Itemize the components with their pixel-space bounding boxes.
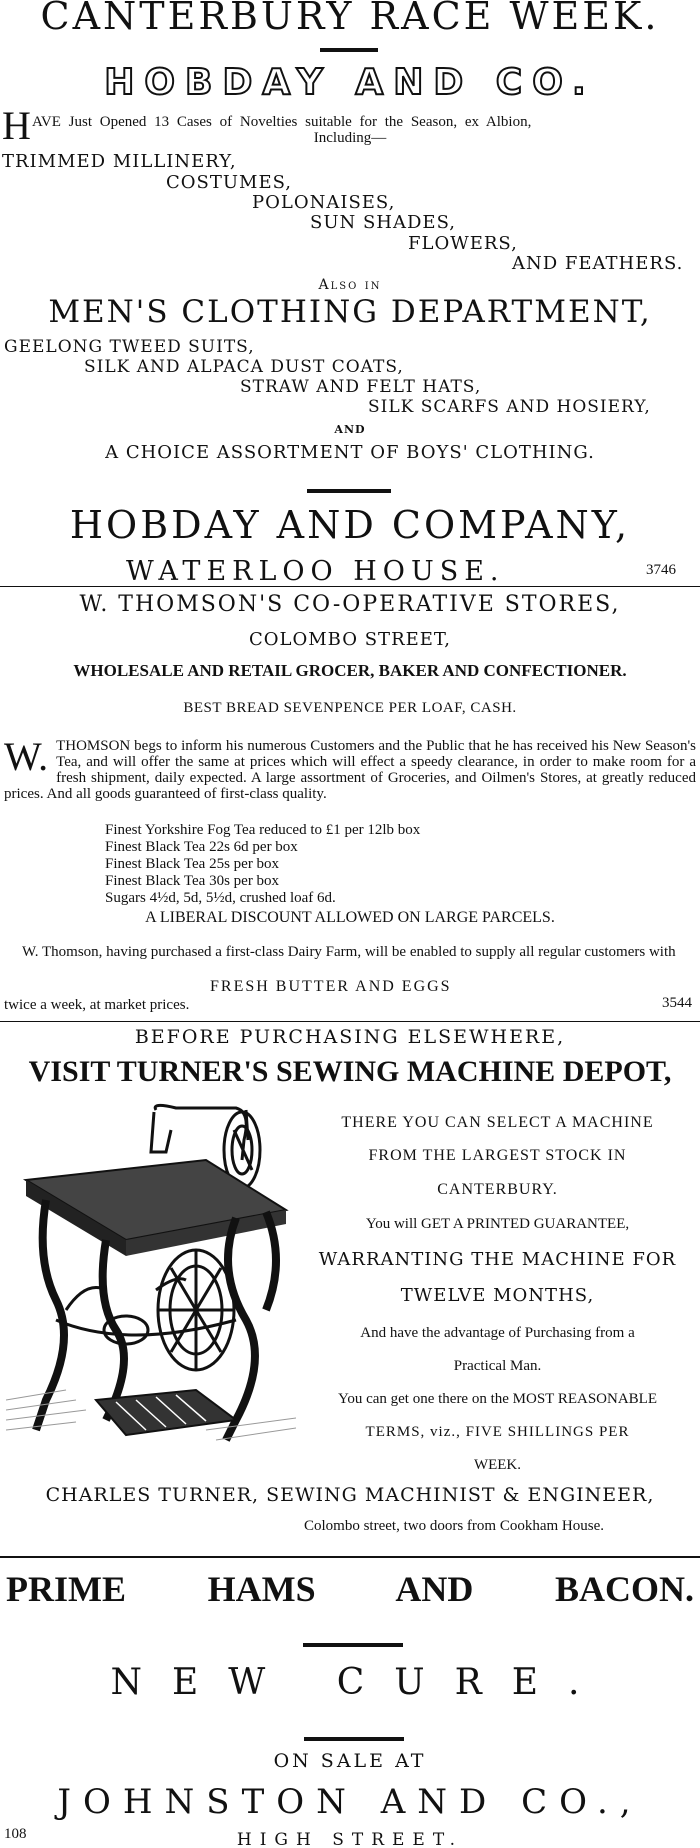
section-divider <box>0 1021 700 1022</box>
section-divider <box>0 586 700 587</box>
clothing-item: STRAW AND FELT HATS, <box>240 377 482 397</box>
and-label: AND <box>334 423 366 436</box>
divider <box>303 1643 403 1647</box>
turner-line: You will GET A PRINTED GUARANTEE, <box>365 1216 630 1232</box>
turner-line: CANTERBURY. <box>437 1181 558 1198</box>
turner-line: Practical Man. <box>453 1358 542 1374</box>
thomson-street: COLOMBO STREET, <box>249 629 451 650</box>
turner-machinist: CHARLES TURNER, SEWING MACHINIST & ENGINEER, <box>45 1484 655 1506</box>
thomson-twice: twice a week, at market prices. <box>4 997 190 1013</box>
turner-title: VISIT TURNER'S SEWING MACHINE DEPOT, <box>28 1055 672 1088</box>
turner-line: TERMS, viz., FIVE SHILLINGS PER <box>365 1424 630 1440</box>
goods-item: SUN SHADES, <box>310 212 456 233</box>
thomson-bread: BEST BREAD SEVENPENCE PER LOAF, CASH. <box>183 700 517 716</box>
price-item: Sugars 4½d, 5d, 5½d, crushed loaf 6d. <box>105 890 336 906</box>
johnston-company: JOHNSTON AND CO., <box>57 1782 643 1822</box>
goods-item: TRIMMED MILLINERY, <box>2 151 237 172</box>
price-item: Finest Black Tea 30s per box <box>105 873 280 889</box>
new-cure: NEW CURE. <box>110 1662 610 1703</box>
boys-clothing: A CHOICE ASSORTMENT OF BOYS' CLOTHING. <box>105 442 595 463</box>
intro-dropcap: H <box>2 103 31 148</box>
divider <box>307 489 391 493</box>
sewing-machine-illustration <box>6 1100 296 1460</box>
also-in: Also in <box>318 277 382 293</box>
turner-before: BEFORE PURCHASING ELSEWHERE, <box>134 1026 566 1048</box>
thomson-dairy: W. Thomson, having purchased a first-class Dairy Farm, will be enabled to supply all regular customers with <box>22 944 676 960</box>
turner-line: WEEK. <box>473 1457 522 1473</box>
thomson-dropcap: W. <box>4 734 49 779</box>
thomson-butter: FRESH BUTTER AND EGGS <box>210 978 452 995</box>
price-item: Finest Yorkshire Fog Tea reduced to £1 per 12lb box <box>105 822 421 838</box>
intro-text: AVE Just Opened 13 Cases of Novelties suitable for the Season, ex Albion, <box>32 114 532 130</box>
price-item: Finest Black Tea 22s 6d per box <box>105 839 298 855</box>
johnston-title: PRIME HAMS AND BACON. <box>6 1569 694 1609</box>
goods-item: POLONAISES, <box>252 192 396 213</box>
section-divider <box>0 1556 700 1558</box>
thomson-body <box>4 734 696 802</box>
page-number: 108 <box>4 1826 27 1842</box>
turner-line: THERE YOU CAN SELECT A MACHINE <box>341 1114 654 1131</box>
intro-including: Including— <box>313 130 387 146</box>
johnston-street: HIGH STREET. <box>236 1830 464 1848</box>
clothing-item: SILK AND ALPACA DUST COATS, <box>84 357 404 377</box>
department-title: MEN'S CLOTHING DEPARTMENT, <box>48 294 652 330</box>
thomson-title: W. THOMSON'S CO-OPERATIVE STORES, <box>79 592 621 617</box>
thomson-discount: A LIBERAL DISCOUNT ALLOWED ON LARGE PARCELS. <box>145 909 555 926</box>
turner-line: FROM THE LARGEST STOCK IN <box>368 1147 627 1164</box>
turner-line: You can get one there on the MOST REASONABLE <box>337 1391 657 1407</box>
on-sale-at: ON SALE AT <box>273 1750 427 1772</box>
page-title: CANTERBURY RACE WEEK. <box>40 0 660 38</box>
divider <box>304 1737 404 1741</box>
ref-number: 3544 <box>662 995 692 1011</box>
hobday-brand: HOBDAY AND CO. <box>104 62 596 103</box>
price-item: Finest Black Tea 25s per box <box>105 856 280 872</box>
thomson-trade: WHOLESALE AND RETAIL GROCER, BAKER AND CONFECTIONER. <box>73 661 627 680</box>
clothing-item: SILK SCARFS AND HOSIERY, <box>368 397 651 417</box>
goods-item: COSTUMES, <box>166 172 293 193</box>
turner-line: WARRANTING THE MACHINE FOR <box>318 1249 677 1270</box>
waterloo-house: WATERLOO HOUSE. <box>126 556 505 587</box>
turner-line: And have the advantage of Purchasing from a <box>360 1325 635 1341</box>
turner-address: Colombo street, two doors from Cookham House. <box>304 1518 604 1534</box>
hobday-company: HOBDAY AND COMPANY, <box>69 503 631 547</box>
clothing-item: GEELONG TWEED SUITS, <box>4 337 255 357</box>
ref-number: 3746 <box>646 562 676 578</box>
thomson-body-text: THOMSON begs to inform his numerous Customers and the Public that he has received his New Season's Tea, and will offer the same at prices which will effect a speedy clearance, in order to make room for a fresh shipment, daily expected. A large assortment of Groceries, and Oilmen's Stores, at greatly reduced prices. And all goods guaranteed of first-class quality. <box>4 738 696 802</box>
turner-line: TWELVE MONTHS, <box>400 1285 595 1306</box>
divider <box>320 48 378 52</box>
goods-item: FLOWERS, <box>408 233 518 254</box>
goods-item: AND FEATHERS. <box>512 253 684 274</box>
